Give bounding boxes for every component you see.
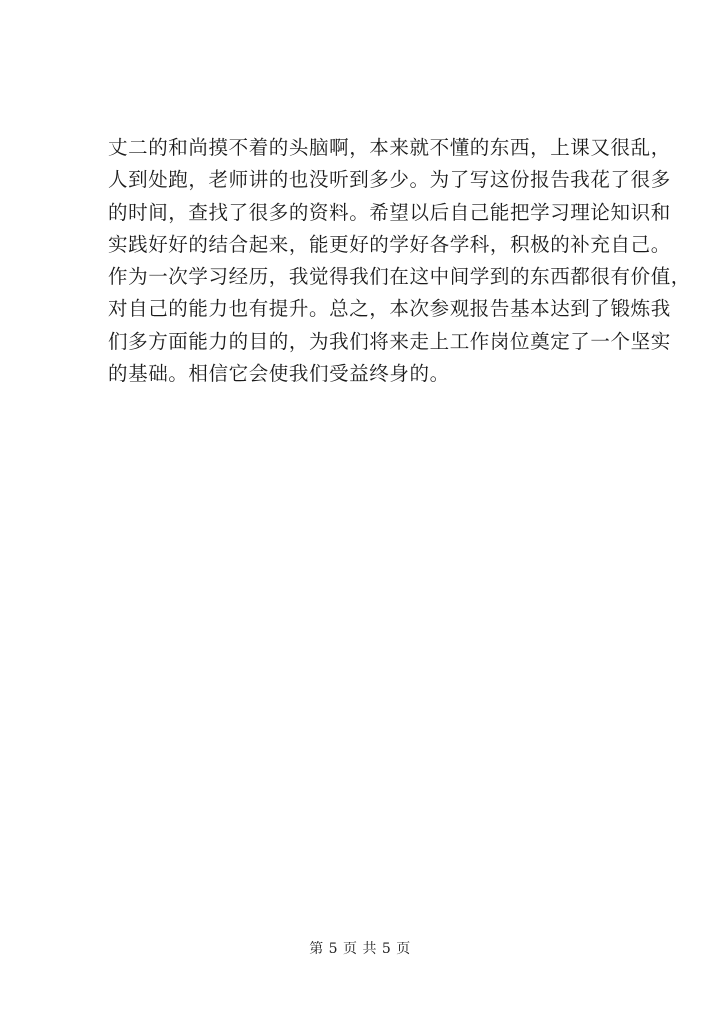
paragraph-line-2: 人到处跑，老师讲的也没听到多少。为了写这份报告我花了很多: [108, 168, 671, 192]
paragraph-line-5: 作为一次学习经历，我觉得我们在这中间学到的东西都很有价值，: [108, 265, 691, 289]
paragraph-line-4: 实践好好的结合起来，能更好的学好各学科，积极的补充自己。: [108, 232, 671, 256]
paragraph-line-6: 对自己的能力也有提升。总之，本次参观报告基本达到了锻炼我: [108, 297, 671, 321]
paragraph-line-1: 丈二的和尚摸不着的头脑啊，本来就不懂的东西，上课又很乱，: [108, 136, 671, 159]
page-number-footer: 第 5 页 共 5 页: [309, 941, 411, 957]
paragraph-line-8: 的基础。相信它会使我们受益终身的。: [108, 362, 450, 386]
body-paragraph: [108, 132, 691, 390]
paragraph-line-3: 的时间，查找了很多的资料。希望以后自己能把学习理论知识和: [108, 200, 671, 224]
paragraph-line-7: 们多方面能力的目的，为我们将来走上工作岗位奠定了一个坚实: [108, 329, 671, 353]
